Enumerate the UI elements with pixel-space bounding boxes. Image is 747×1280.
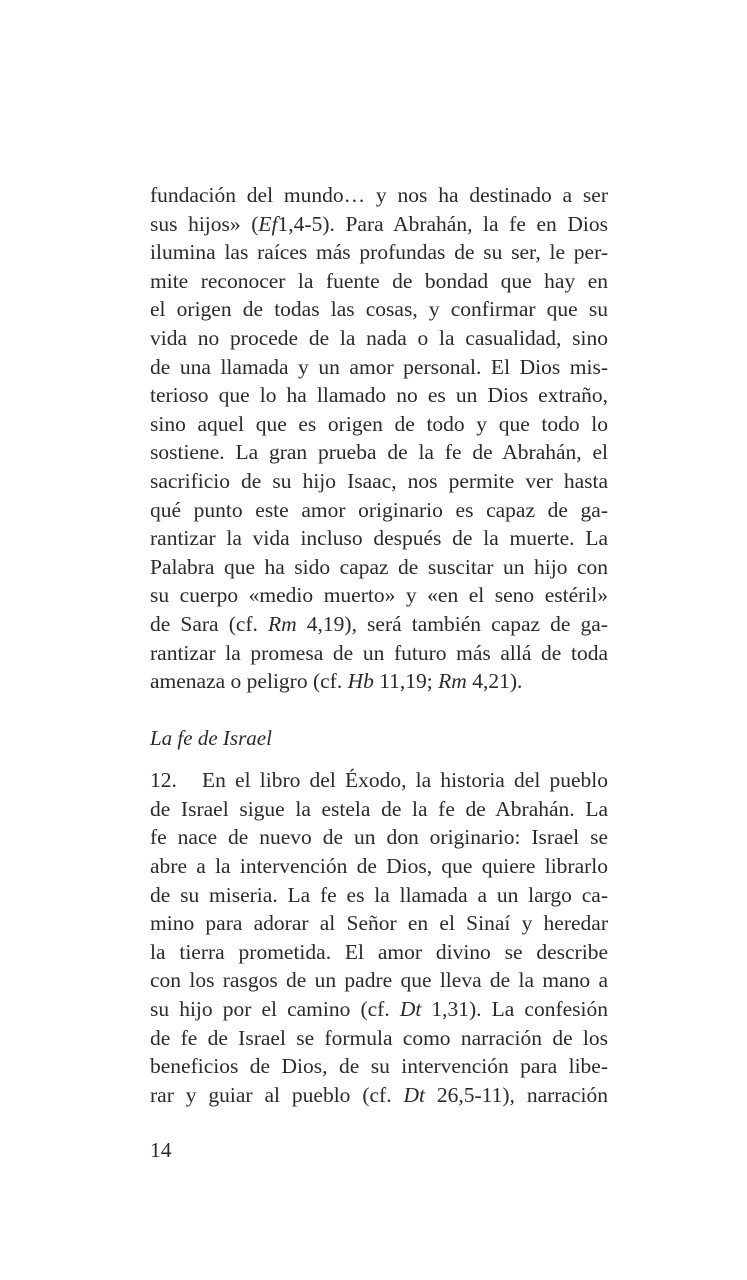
- text-line: su cuerpo «medio muerto» y «en el seno estéril»: [150, 583, 608, 608]
- text-line: de Sara (cf. Rm 4,19), será también capaz de ga-: [150, 611, 608, 636]
- citation-abbrev: Dt: [399, 997, 422, 1022]
- text-line: vida no procede de la nada o la casualidad, sino: [150, 325, 608, 350]
- text-line: sacrificio de su hijo Isaac, nos permite ver hasta: [150, 468, 608, 493]
- citation-abbrev: Ef: [258, 211, 278, 236]
- text-line: Palabra que ha sido capaz de suscitar un hijo con: [150, 554, 608, 579]
- text-line: mino para adorar al Señor en el Sinaí y heredar: [150, 911, 608, 936]
- text-line: de fe de Israel se formula como narración de los: [150, 1025, 608, 1050]
- text-line: rar y guiar al pueblo (cf. Dt 26,5-11), narración: [150, 1082, 608, 1107]
- text-line: rantizar la promesa de un futuro más allá de toda: [150, 640, 608, 665]
- text-line: de una llamada y un amor personal. El Dios mis-: [150, 354, 608, 379]
- text-line: fe nace de nuevo de un don originario: Israel se: [150, 825, 608, 850]
- page-body: [150, 181, 608, 1109]
- page-number: 14: [150, 1138, 172, 1162]
- text-line: de su miseria. La fe es la llamada a un largo ca-: [150, 882, 608, 907]
- text-line: abre a la intervención de Dios, que quiere librarlo: [150, 854, 608, 879]
- text-line: sus hijos» (Ef1,4-5). Para Abrahán, la fe en Dios: [150, 211, 608, 236]
- text-line: qué punto este amor originario es capaz de ga-: [150, 497, 608, 522]
- text-line: 12. En el libro del Éxodo, la historia del pueblo: [150, 766, 608, 795]
- text-line: con los rasgos de un padre que lleva de la mano a: [150, 968, 608, 993]
- text-line: el origen de todas las cosas, y confirmar que su: [150, 297, 608, 322]
- citation-abbrev: Dt: [403, 1082, 425, 1107]
- text-line: de Israel sigue la estela de la fe de Abrahán. La: [150, 796, 608, 821]
- text-line: sostiene. La gran prueba de la fe de Abrahán, el: [150, 440, 608, 465]
- paragraph-1: [150, 181, 608, 696]
- text-line: sino aquel que es origen de todo y que todo lo: [150, 411, 608, 436]
- text-line: su hijo por el camino (cf. Dt 1,31). La confesión: [150, 997, 609, 1022]
- text-line: mite reconocer la fuente de bondad que hay en: [150, 268, 608, 293]
- text-line: beneficios de Dios, de su intervención para libe-: [150, 1054, 608, 1079]
- text-line: terioso que lo ha llamado no es un Dios extraño,: [150, 383, 608, 408]
- citation-abbrev: Rm: [268, 611, 297, 636]
- text-line: ilumina las raíces más profundas de su ser, le per-: [150, 240, 608, 265]
- text-line: amenaza o peligro (cf. Hb 11,19; Rm 4,21).: [150, 669, 523, 694]
- text-line: la tierra prometida. El amor divino se describe: [150, 939, 608, 964]
- text-line: fundación del mundo… y nos ha destinado a ser: [150, 183, 608, 207]
- text-line: rantizar la vida incluso después de la muerte. La: [150, 526, 608, 551]
- section-heading: La fe de Israel: [150, 725, 272, 750]
- paragraph-12: [150, 766, 608, 1109]
- citation-abbrev: Rm: [438, 669, 467, 694]
- paragraph-number: 12.: [150, 768, 177, 793]
- citation-abbrev: Hb: [347, 669, 374, 694]
